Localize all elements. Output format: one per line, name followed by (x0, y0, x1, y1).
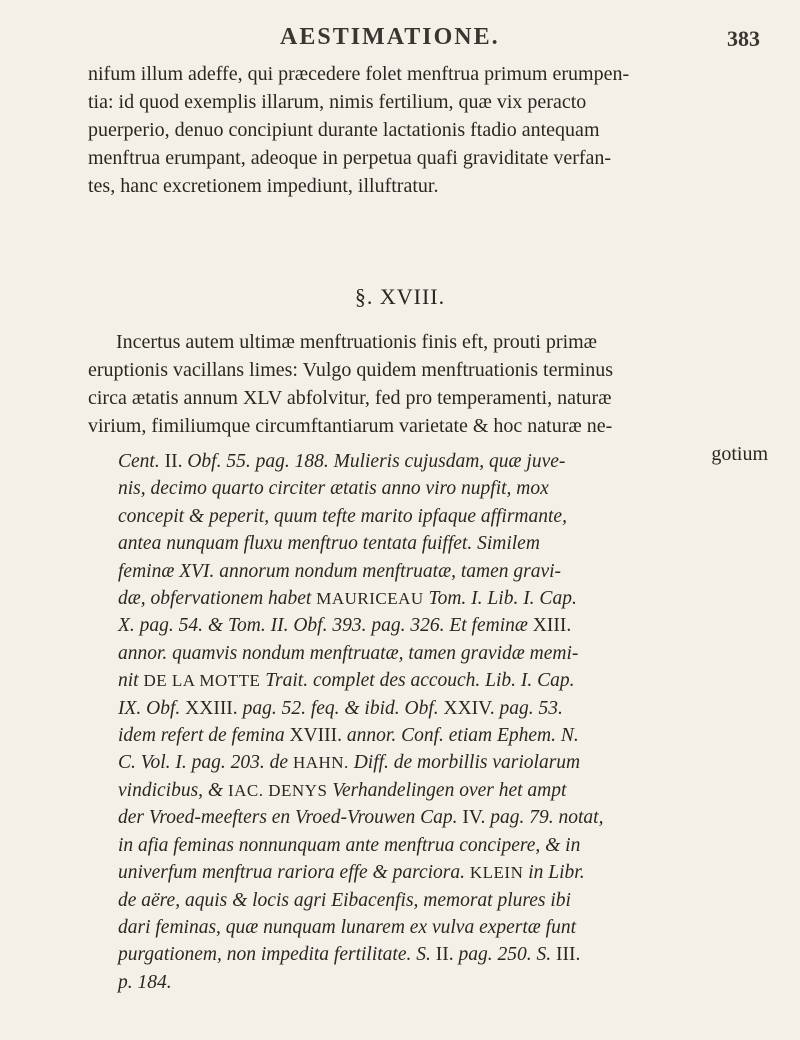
footnote-line (118, 695, 783, 722)
running-head: AESTIMATIONE. (280, 24, 500, 50)
catchword: gotium (711, 443, 768, 465)
footnote-line (118, 558, 783, 585)
footnote-segment: concepit & peperit, quum tefte marito ipfaque affirmante, (118, 505, 567, 527)
footnote-segment: MAURICEAU (316, 589, 424, 609)
footnote-segment: feminæ XVI. annorum nondum menftruatæ, tamen gravi- (118, 560, 562, 582)
paragraph-2 (88, 328, 778, 468)
footnote-segment: pag. 250. S. (453, 944, 557, 966)
section-heading: §. XVIII. (354, 284, 446, 309)
footnote-line (118, 859, 783, 886)
footnote-segment: XVIII. (289, 725, 343, 747)
footnote-segment: III. (556, 944, 581, 966)
footnote-segment: dari feminas, quæ nunquam lunarem ex vulva expertæ funt (118, 916, 577, 938)
footnote-segment: annor. quamvis nondum menftruatæ, tamen gravidæ memi- (118, 642, 579, 664)
text-line: tes, hanc excretionem impediunt, illuftratur. (88, 175, 439, 197)
text-line: tia: id quod exemplis illarum, nimis fertilium, quæ vix peracto (88, 91, 587, 113)
footnote-line (118, 475, 783, 502)
footnote-line (118, 530, 783, 557)
footnote-segment: dæ, obfervationem habet (118, 588, 317, 610)
footnote-segment: XIII. (532, 615, 572, 637)
footnote-segment: KLEIN (469, 863, 524, 883)
footnote-segment: pag. 79. notat, (485, 807, 604, 829)
footnote-segment: II. (164, 451, 188, 472)
paragraph-1 (88, 60, 778, 200)
footnote-block (118, 448, 783, 996)
footnote-segment: Obf. 55. pag. 188. Mulieris cujusdam, quæ juve- (187, 451, 566, 472)
footnote-line (118, 667, 783, 694)
footnote-segment: vindicibus, & (118, 779, 228, 801)
text-line: menftrua erumpant, adeoque in perpetua quafi graviditate verfan- (88, 147, 612, 169)
footnote-line (118, 612, 783, 639)
footnote-segment: pag. 53. (494, 697, 563, 719)
page-header (0, 18, 800, 58)
footnote-line (118, 941, 783, 968)
footnote-segment: in afia feminas nonnunquam ante menftrua concipere, & in (118, 834, 581, 856)
footnote-segment: pag. 52. feq. & ibid. Obf. (237, 697, 444, 719)
text-line: virium, fimiliumque circumftantiarum varietate & hoc naturæ ne- (88, 415, 613, 437)
footnote-segment: idem refert de femina (118, 725, 290, 747)
footnote-segment: purgationem, non impedita fertilitate. S. (118, 944, 436, 966)
footnote-segment: p. 184. (118, 971, 172, 993)
footnote-segment: IV. (462, 807, 486, 829)
footnote-line (118, 585, 783, 612)
footnote-segment: XXIV. (443, 697, 495, 719)
footnote-segment: XXIII. (185, 697, 238, 719)
footnote-segment: nis, decimo quarto circiter ætatis anno viro nupfit, mox (118, 478, 549, 500)
footnote-line (118, 749, 783, 776)
text-line: eruptionis vacillans limes: Vulgo quidem menftruationis terminus (88, 359, 614, 381)
footnote-segment: in Libr. (523, 862, 585, 884)
footnote-segment: de aëre, aquis & locis agri Eibacenfis, memorat plures ibi (118, 889, 571, 911)
footnote-segment: Tom. I. Lib. I. Cap. (423, 588, 577, 610)
footnote-segment: X. pag. 54. & Tom. II. Obf. 393. pag. 326. Et feminæ (118, 615, 533, 637)
footnote-segment: C. Vol. I. pag. 203. de (118, 752, 293, 774)
footnote-line (118, 914, 783, 941)
footnote-segment: Trait. complet des accouch. Lib. I. Cap. (260, 670, 575, 692)
footnote-segment: IX. Obf. (118, 697, 186, 719)
footnote-segment: IAC. DENYS (227, 780, 328, 800)
footnote-segment: nit (118, 670, 144, 692)
footnote-segment: annor. Conf. etiam Ephem. N. (342, 725, 579, 747)
footnote-line (118, 722, 783, 749)
footnote-segment: DE LA MOTTE (143, 671, 261, 691)
text-line: puerperio, denuo concipiunt durante lactationis ftadio antequam (88, 119, 600, 141)
footnote-line (118, 969, 783, 996)
footnote-segment: Verhandelingen over het ampt (327, 779, 567, 801)
footnote-line (118, 448, 783, 475)
text-line: nifum illum adeffe, qui præcedere folet menftrua primum erumpen- (88, 63, 630, 85)
footnote-segment: antea nunquam fluxu menftruo tentata fuiffet. Similem (118, 533, 540, 555)
footnote-segment: Cent. (118, 451, 165, 472)
footnote-segment: II. (435, 944, 454, 966)
footnote-line (118, 804, 783, 831)
footnote-segment: univerfum menftrua rariora effe & parciora. (118, 862, 470, 884)
footnote-line (118, 640, 783, 667)
text-line: circa ætatis annum XLV abfolvitur, fed pro temperamenti, naturæ (88, 387, 612, 409)
footnote-segment: der Vroed-meefters en Vroed-Vrouwen Cap. (118, 807, 463, 829)
footnote-line (118, 503, 783, 530)
text-line: Incertus autem ultimæ menftruationis finis eft, prouti primæ (116, 331, 598, 353)
page-number: 383 (727, 26, 760, 51)
footnote-line (118, 777, 783, 804)
footnote-line (118, 832, 783, 859)
footnote-segment: HAHN. (292, 753, 349, 773)
footnote-line (118, 887, 783, 914)
footnote-segment: Diff. de morbillis variolarum (348, 752, 581, 774)
